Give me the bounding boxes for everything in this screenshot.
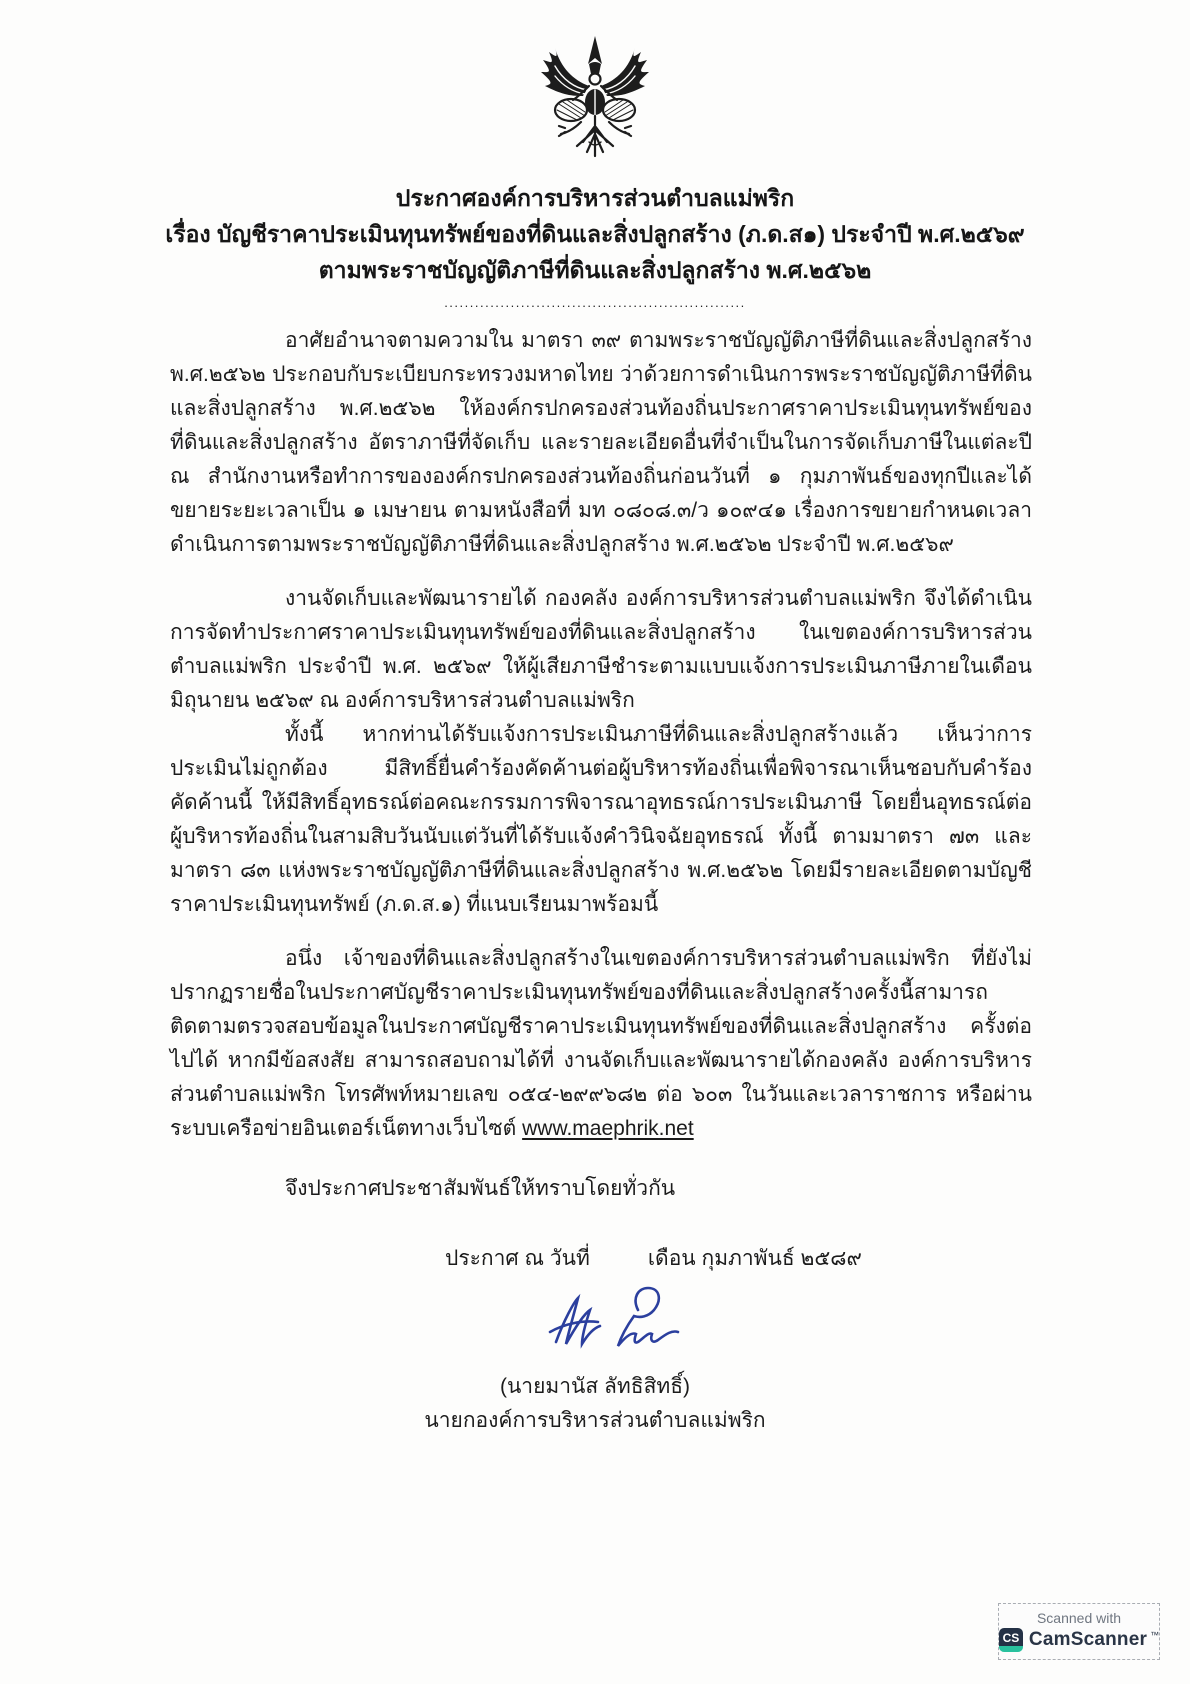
title-line-1: ประกาศองค์การบริหารส่วนตำบลแม่พริก [395, 185, 795, 211]
announcement-date-line [170, 1242, 1032, 1276]
date-prefix: ประกาศ ณ วันที่ [445, 1247, 590, 1270]
camscanner-trademark-symbol: ™ [1150, 1630, 1160, 1640]
title-line-3: ตามพระราชบัญญัติภาษีที่ดินและสิ่งปลูกสร้าง พ.ศ.๒๕๖๒ [318, 257, 872, 283]
camscanner-cs-icon: CS [999, 1628, 1023, 1652]
document-body [170, 324, 1032, 1276]
date-month-year: เดือน กุมภาพันธ์ ๒๕๘๙ [647, 1247, 862, 1270]
paragraph-authority: อาศัยอำนาจตามความใน มาตรา ๓๙ ตามพระราชบัญญัติภาษีที่ดินและสิ่งปลูกสร้าง พ.ศ.๒๕๖๒ ประกอบกับระเบียบกระทรวงมหาดไทย ว่าด้วยการดำเนินการพระราชบัญญัติภาษีที่ดินและสิ่งปลูกสร้าง พ.ศ.๒๕๖๒ ให้องค์กรปกครองส่วนท้องถิ่นประกาศราคาประเมินทุนทรัพย์ของที่ดินและสิ่งปลูกสร้าง อัตราภาษีที่จัดเก็บ และรายละเอียดอื่นที่จำเป็นในการจัดเก็บภาษีในแต่ละปี ณ สำนักงานหรือทำการขององค์กรปกครองส่วนท้องถิ่นก่อนวันที่ ๑ กุมภาพันธ์ของทุกปีและได้ขยายระยะเวลาเป็น ๑ เมษายน ตามหนังสือที่ มท ๐๘๐๘.๓/ว ๑๐๙๔๑ เรื่องการขยายกำหนดเวลาดำเนินการตามพระราชบัญญัติภาษีที่ดินและสิ่งปลูกสร้าง พ.ศ.๒๕๖๒ ประจำปี พ.ศ.๒๕๖๙ [170, 329, 1032, 556]
garuda-emblem-icon [525, 30, 665, 166]
camscanner-brand-row [999, 1628, 1159, 1652]
title-line-2: เรื่อง บัญชีราคาประเมินทุนทรัพย์ของที่ดินและสิ่งปลูกสร้าง (ภ.ด.ส๑) ประจำปี พ.ศ.๒๕๖๙ [165, 221, 1025, 247]
signature-block [0, 1278, 1190, 1438]
paragraph-announcement: งานจัดเก็บและพัฒนารายได้ กองคลัง องค์การบริหารส่วนตำบลแม่พริก จึงได้ดำเนินการจัดทำประกาศราคาประเมินทุนทรัพย์ของที่ดินและสิ่งปลูกสร้าง ในเขตองค์การบริหารส่วนตำบลแม่พริก ประจำปี พ.ศ. ๒๕๖๙ ให้ผู้เสียภาษีชำระตามแบบแจ้งการประเมินภาษีภายในเดือน มิถุนายน ๒๕๖๙ ณ องค์การบริหารส่วนตำบลแม่พริก [170, 587, 1032, 712]
camscanner-brand-name: CamScanner [1028, 1629, 1148, 1650]
handwritten-signature [520, 1280, 710, 1368]
paragraph-contact-text: อนึ่ง เจ้าของที่ดินและสิ่งปลูกสร้างในเขตองค์การบริหารส่วนตำบลแม่พริก ที่ยังไม่ปรากฏรายชื่อในประกาศบัญชีราคาประเมินทุนทรัพย์ของที่ดินและสิ่งปลูกสร้างครั้งนี้สามารถติดตามตรวจสอบข้อมูลในประกาศบัญชีราคาประเมินทุนทรัพย์ของที่ดินและสิ่งปลูกสร้าง ครั้งต่อไปได้ หากมีข้อสงสัย สามารถสอบถามได้ที่ งานจัดเก็บและพัฒนารายได้กองคลัง องค์การบริหารส่วนตำบลแม่พริก โทรศัพท์หมายเลข ๐๕๔-๒๙๙๖๘๒ ต่อ ๖๐๓ ในวันและเวลาราชการ หรือผ่านระบบเครือข่ายอินเตอร์เน็ตทางเว็บไซต์ [170, 947, 1032, 1140]
camscanner-watermark [998, 1603, 1160, 1660]
signatory-name: (นายมานัส ลัทธิสิทธิ์) [499, 1375, 691, 1398]
document-title [0, 180, 1190, 288]
emblem-container [0, 0, 1190, 166]
signatory-position: นายกองค์การบริหารส่วนตำบลแม่พริก [424, 1409, 766, 1432]
paragraph-appeal-rights: ทั้งนี้ หากท่านได้รับแจ้งการประเมินภาษีที่ดินและสิ่งปลูกสร้างแล้ว เห็นว่าการประเมินไม่ถูกต้อง มีสิทธิ์ยื่นคำร้องคัดค้านต่อผู้บริหารท้องถิ่นเพื่อพิจารณาเห็นชอบกับคำร้องคัดค้านนี้ ให้มีสิทธิ์อุทธรณ์ต่อคณะกรรมการพิจารณาอุทธรณ์การประเมินภาษี โดยยื่นอุทธรณ์ต่อผู้บริหารท้องถิ่นในสามสิบวันนับแต่วันที่ได้รับแจ้งคำวินิจฉัยอุทธรณ์ ทั้งนี้ ตามมาตรา ๗๓ และมาตรา ๘๓ แห่งพระราชบัญญัติภาษีที่ดินและสิ่งปลูกสร้าง พ.ศ.๒๕๖๒ โดยมีรายละเอียดตามบัญชีราคาประเมินทุนทรัพย์ (ภ.ด.ส.๑) ที่แนบเรียนมาพร้อมนี้ [170, 723, 1032, 916]
paragraph-contact-info [170, 942, 1032, 1146]
website-url: www.maephrik.net [522, 1117, 694, 1140]
closing-statement: จึงประกาศประชาสัมพันธ์ให้ทราบโดยทั่วกัน [285, 1177, 676, 1200]
signature-container [40, 1278, 1190, 1370]
dotted-divider: ........................................................... [444, 295, 746, 310]
scanned-with-label: Scanned with [1036, 1610, 1122, 1626]
